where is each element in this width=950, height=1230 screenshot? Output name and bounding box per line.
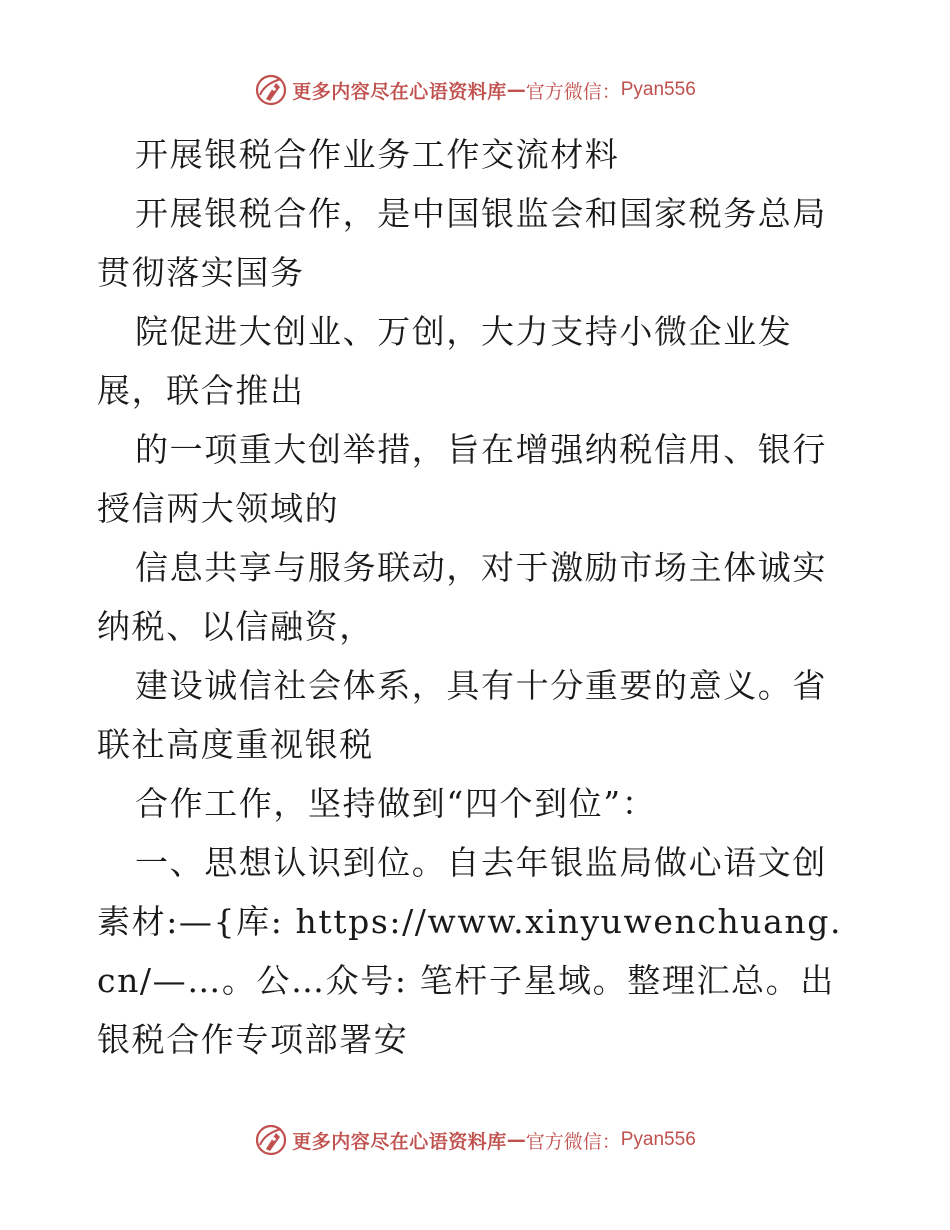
pen-nib-logo-icon bbox=[254, 1123, 288, 1157]
banner-label: 官方微信： bbox=[525, 80, 621, 103]
banner-text: 更多内容尽在心语资料库 bbox=[292, 1130, 507, 1153]
paragraph: 合作工作，坚持做到“四个到位”： bbox=[135, 784, 657, 823]
paragraph: 开展银税合作，是中国银监会和国家税务总局贯彻落实国务 bbox=[97, 194, 827, 292]
paragraph: 的一项重大创举措，旨在增强纳税信用、银行授信两大领域的 bbox=[97, 430, 827, 528]
pen-nib-logo-icon bbox=[254, 73, 288, 107]
paragraph: 一、思想认识到位。自去年银监局做心语文创素材:—{库: https://www.xinyuwenchuang.cn/—…。公…众号: 笔杆子星域。整理汇总。出银税合作专项部署安 bbox=[97, 843, 843, 1059]
banner-wechat-id: Pyan556 bbox=[620, 1129, 696, 1150]
document-body bbox=[97, 125, 857, 1069]
banner-separator: — bbox=[506, 1129, 526, 1151]
banner-separator: — bbox=[506, 79, 526, 101]
banner-text: 更多内容尽在心语资料库 bbox=[292, 80, 507, 103]
banner-label: 官方微信： bbox=[525, 1130, 621, 1153]
paragraph: 院促进大创业、万创，大力支持小微企业发展，联合推出 bbox=[97, 312, 793, 410]
document-title: 开展银税合作业务工作交流材料 bbox=[135, 135, 620, 174]
banner-wechat-id: Pyan556 bbox=[620, 79, 696, 100]
paragraph: 信息共享与服务联动，对于激励市场主体诚实纳税、以信融资， bbox=[97, 548, 827, 646]
paragraph: 建设诚信社会体系，具有十分重要的意义。省联社高度重视银税 bbox=[97, 666, 827, 764]
header-banner bbox=[0, 70, 950, 110]
footer-banner bbox=[0, 1120, 950, 1160]
